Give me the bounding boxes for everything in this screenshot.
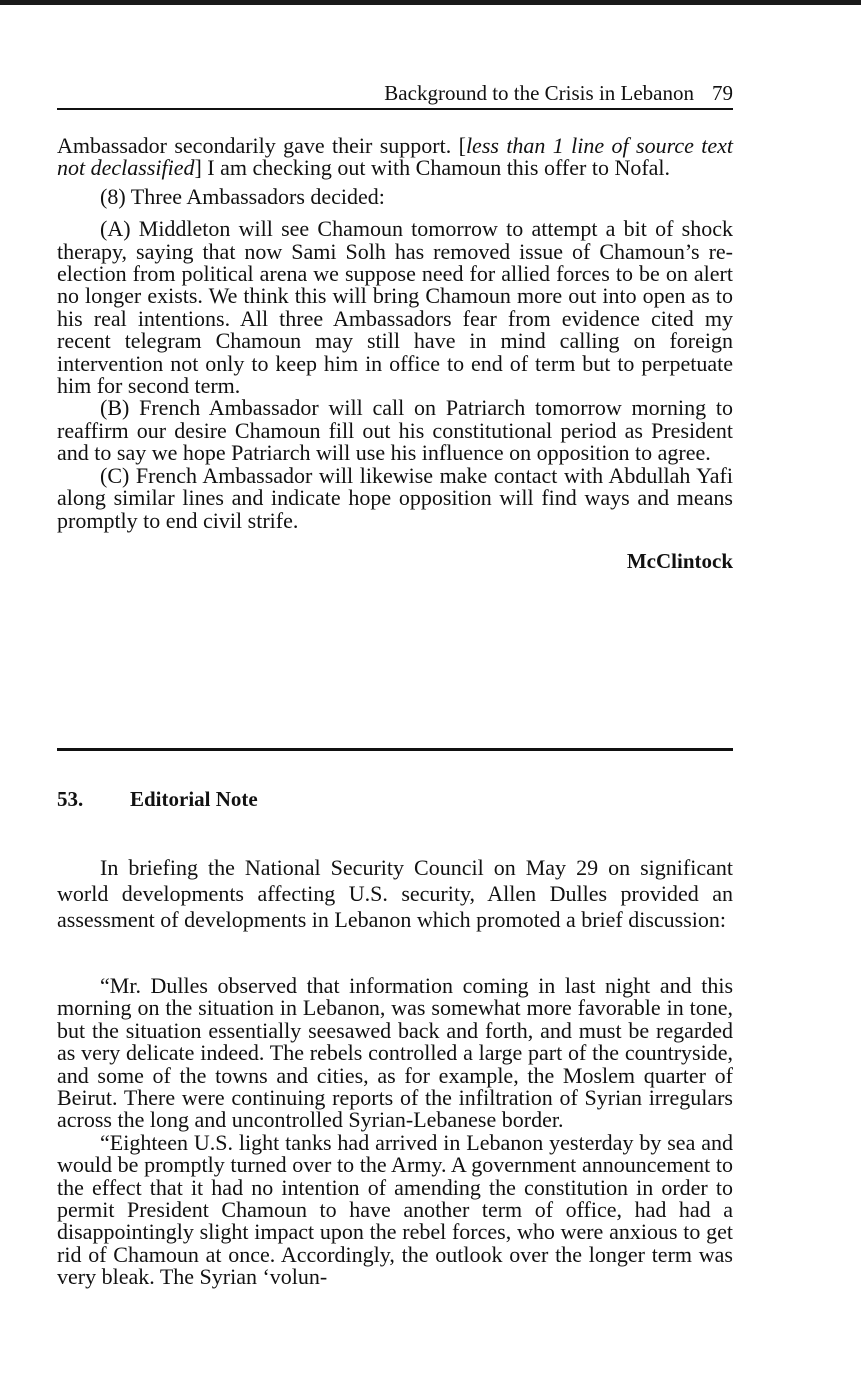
declassification-note: less than 1 line of source text not declassified [57,133,733,181]
telegram-continuation [57,135,733,574]
page-number: 79 [712,81,733,105]
nsc-quote [57,975,733,1289]
book-page [57,78,733,1290]
running-head [57,78,733,110]
section-heading [57,786,258,812]
running-head-title: Background to the Crisis in Lebanon [384,81,694,105]
paragraph-c: (C) French Ambassador will likewise make contact with Abdullah Yafi along similar lines and indicate hope opposition will find ways and means promptly to end civil strife. [57,462,733,533]
quote-paragraph-1: “Mr. Dulles observed that information coming in last night and this morning on the situation in Lebanon, was somewhat more favorable in tone, but the situation essentially seesawed back and forth, and must be regarded as very delicate indeed. The rebels controlled a large part of the countryside, and some of the towns and cities, as for example, the Moslem quarter of Beirut. There were continuing reports of the infiltration of Syrian irregulars across the long and uncontrolled Syrian-Lebanese border. [57,973,733,1133]
section-title: Editorial Note [130,787,258,811]
section-number: 53. [57,787,84,811]
section-divider [57,748,733,751]
quote-paragraph-2: “Eighteen U.S. light tanks had arrived in Lebanon yesterday by sea and would be promptly turned over to the Army. A government announcement to the effect that it had no intention of amending the constitution in order to permit President Chamoun to have another term of office, had had a disappointingly slight impact upon the rebel forces, who were anxious to get rid of Chamoun at once. Accordingly, the outlook over the longer term was very bleak. The Syrian ‘volun- [57,1129,733,1290]
scan-top-edge [0,0,861,5]
editorial-intro [57,855,733,933]
intro-paragraph: In briefing the National Security Council on May 29 on significant world developments affecting U.S. security, Allen Dulles provided an assessment of developments in Lebanon which promoted a brief discussion: [57,855,733,932]
signature: McClintock [626,548,733,573]
paragraph-eight: (8) Three Ambassadors decided: [100,183,385,209]
paragraph-b: (B) French Ambassador will call on Patriarch tomorrow morning to reaffirm our desire Chamoun fill out his constitutional period as President and to say we hope Patriarch will use his influence on opposition to agree. [57,395,733,466]
paragraph-support: Ambassador secondarily gave their support. [less than 1 line of source text not declassified] I am checking out with Chamoun this offer to Nofal. [57,133,733,181]
paragraph-a: (A) Middleton will see Chamoun tomorrow to attempt a bit of shock therapy, saying that now Sami Solh has removed issue of Chamoun’s re-election from political arena we suppose need for allied forces to be on alert no longer exists. We think this will bring Chamoun more out into open as to his real intentions. All three Ambassadors fear from evidence cited my recent telegram Chamoun may still have in mind calling on foreign intervention not only to keep him in office to end of term but to perpetuate him for second term. [57,216,733,399]
